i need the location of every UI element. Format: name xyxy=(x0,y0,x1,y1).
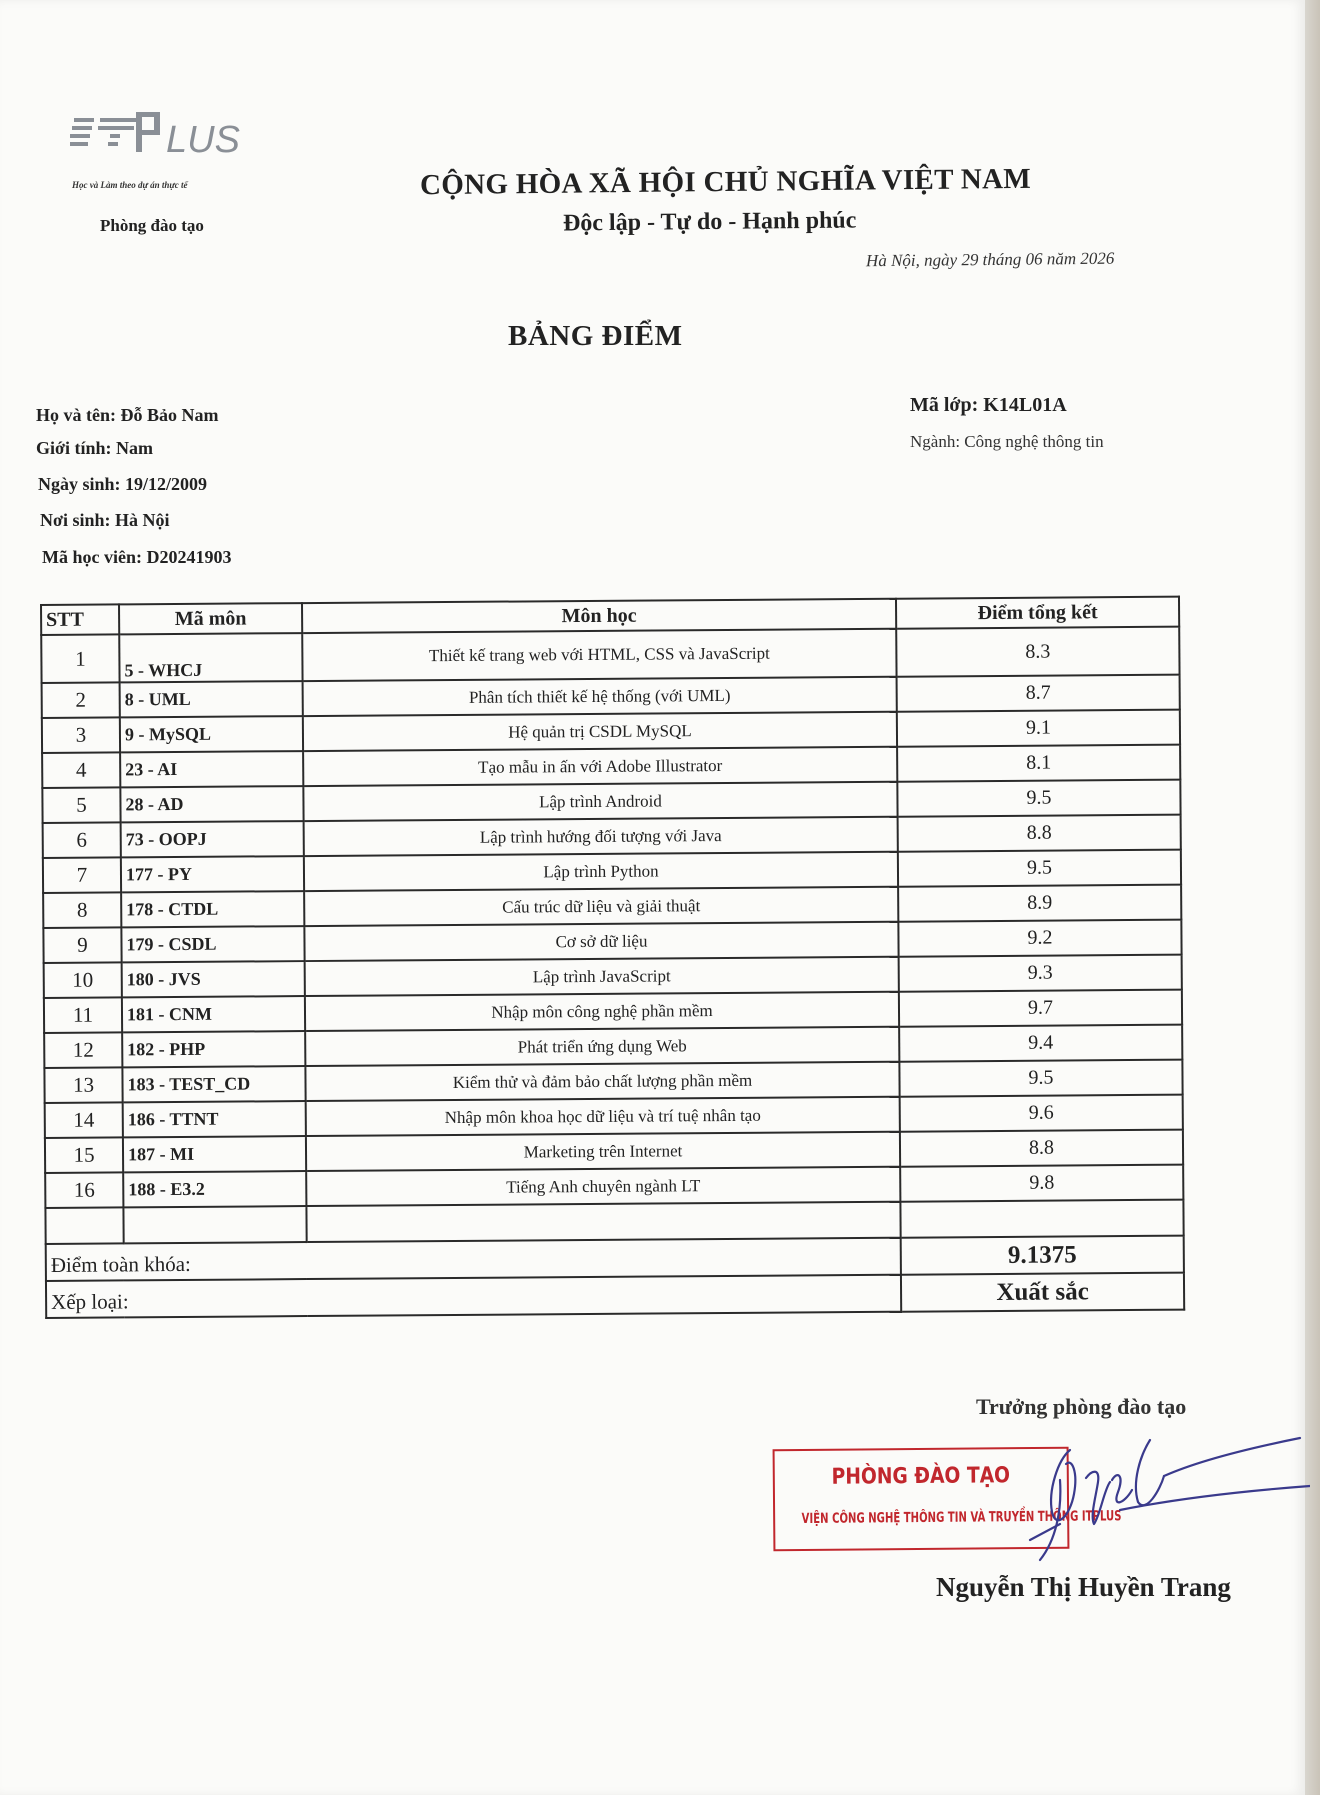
major-line xyxy=(910,432,1104,452)
student-dob-line xyxy=(38,474,207,495)
document-title: BẢNG ĐIỂM xyxy=(508,320,683,352)
class-code: K14L01A xyxy=(983,394,1067,416)
row-score: 9.6 xyxy=(900,1095,1183,1132)
stamp-line-1: PHÒNG ĐÀO TẠO xyxy=(831,1463,1011,1490)
row-subject: Phân tích thiết kế hệ thống (với UML) xyxy=(303,677,897,716)
row-code: 180 - JVS xyxy=(122,961,305,997)
student-id-line xyxy=(42,547,231,568)
table-row xyxy=(41,627,1179,683)
row-score: 8.8 xyxy=(898,815,1181,852)
row-stt: 10 xyxy=(44,962,122,998)
row-stt: 16 xyxy=(45,1172,123,1208)
row-subject: Thiết kế trang web với HTML, CSS và JavaScript xyxy=(302,629,896,681)
header-code: Mã môn xyxy=(119,603,302,634)
row-subject: Phát triển ứng dụng Web xyxy=(305,1027,899,1066)
row-subject: Cấu trúc dữ liệu và giải thuật xyxy=(304,887,898,926)
student-id: D20241903 xyxy=(146,547,232,567)
row-score: 9.1 xyxy=(897,710,1180,747)
row-score: 8.9 xyxy=(898,885,1181,922)
student-name-line xyxy=(36,405,219,426)
row-score: 9.2 xyxy=(898,920,1181,957)
row-stt: 5 xyxy=(42,787,120,823)
row-stt: 2 xyxy=(42,682,120,718)
signer-name: Nguyễn Thị Huyền Trang xyxy=(936,1572,1231,1602)
signature-title: Trưởng phòng đào tạo xyxy=(976,1394,1187,1419)
row-subject: Lập trình Python xyxy=(304,852,898,891)
grades-table-wrap xyxy=(40,596,1183,1319)
row-score: 9.5 xyxy=(897,780,1180,817)
row-code: 187 - MI xyxy=(123,1136,306,1172)
row-code: 182 - PHP xyxy=(122,1031,305,1067)
row-score: 9.3 xyxy=(899,955,1182,992)
row-score: 8.7 xyxy=(897,675,1180,712)
row-subject: Marketing trên Internet xyxy=(306,1132,900,1171)
grades-body xyxy=(41,627,1183,1208)
student-birthplace-line xyxy=(40,510,170,531)
row-stt: 7 xyxy=(43,857,121,893)
header-stt: STT xyxy=(41,604,119,635)
row-stt: 4 xyxy=(42,752,120,788)
header-score: Điểm tổng kết xyxy=(896,597,1179,629)
row-score: 9.5 xyxy=(899,1060,1182,1097)
row-code: 8 - UML xyxy=(120,681,303,717)
gender-value: Nam xyxy=(115,438,153,458)
logo-slogan: Học và Làm theo dự án thực tế xyxy=(72,180,188,190)
row-stt: 14 xyxy=(45,1102,123,1138)
row-subject: Lập trình Android xyxy=(303,782,897,821)
birthplace-value: Hà Nội xyxy=(115,510,170,530)
rank-label: Xếp loại: xyxy=(46,1275,901,1318)
student-gender-line xyxy=(36,438,153,459)
rank-row xyxy=(46,1273,1184,1318)
student-name: Đỗ Bảo Nam xyxy=(120,405,219,425)
row-score: 8.1 xyxy=(897,745,1180,782)
row-stt: 12 xyxy=(44,1032,122,1068)
stamp-line-2: VIỆN CÔNG NGHỆ THÔNG TIN VÀ TRUYỀN THÔNG ITPLUS xyxy=(801,1508,1122,1528)
row-subject: Hệ quản trị CSDL MySQL xyxy=(303,712,897,751)
row-stt: 15 xyxy=(45,1137,123,1173)
handwritten-signature xyxy=(1000,1420,1310,1570)
row-code: 179 - CSDL xyxy=(121,926,304,962)
row-stt: 1 xyxy=(41,634,119,683)
birthplace-label: Nơi sinh: xyxy=(40,510,111,530)
grades-table xyxy=(40,596,1185,1319)
student-name-label: Họ và tên: xyxy=(36,405,116,425)
major-label: Ngành: xyxy=(910,432,961,451)
row-code: 188 - E3.2 xyxy=(123,1171,306,1207)
overall-label: Điểm toàn khóa: xyxy=(46,1238,901,1281)
row-score: 9.7 xyxy=(899,990,1182,1027)
svg-text:LUS: LUS xyxy=(166,119,240,161)
row-score: 8.3 xyxy=(896,627,1179,677)
dob-value: 19/12/2009 xyxy=(125,474,208,494)
header-subject: Môn học xyxy=(302,599,896,633)
class-label: Mã lớp: xyxy=(910,394,979,416)
class-code-line xyxy=(910,394,1067,417)
row-subject: Nhập môn công nghệ phần mềm xyxy=(305,992,899,1031)
row-subject: Cơ sở dữ liệu xyxy=(304,922,898,961)
nation-heading: CỘNG HÒA XÃ HỘI CHỦ NGHĨA VIỆT NAM xyxy=(419,162,1032,202)
row-code: 181 - CNM xyxy=(122,996,305,1032)
row-code: 183 - TEST_CD xyxy=(122,1066,305,1102)
row-code: 23 - AI xyxy=(120,751,303,787)
row-stt: 8 xyxy=(43,892,121,928)
row-score: 9.4 xyxy=(899,1025,1182,1062)
gender-label: Giới tính: xyxy=(36,438,112,458)
row-code: 73 - OOPJ xyxy=(121,821,304,857)
row-code: 28 - AD xyxy=(120,786,303,822)
row-stt: 3 xyxy=(42,717,120,753)
row-subject: Tiếng Anh chuyên ngành LT xyxy=(306,1167,900,1206)
student-id-label: Mã học viên: xyxy=(42,547,142,567)
rank-value: Xuất sắc xyxy=(901,1273,1184,1312)
row-code: 177 - PY xyxy=(121,856,304,892)
itplus-logo xyxy=(70,108,260,168)
row-score: 8.8 xyxy=(900,1130,1183,1167)
row-score: 9.5 xyxy=(898,850,1181,887)
row-code: 178 - CTDL xyxy=(121,891,304,927)
place-date: Hà Nội, ngày 29 tháng 06 năm 2026 xyxy=(865,248,1115,271)
row-stt: 11 xyxy=(44,997,122,1033)
row-code: 9 - MySQL xyxy=(120,716,303,752)
department-name: Phòng đào tạo xyxy=(100,216,204,235)
overall-value: 9.1375 xyxy=(901,1236,1184,1275)
row-stt: 9 xyxy=(43,927,121,963)
row-code: 5 - WHCJ xyxy=(119,633,302,682)
row-score: 9.8 xyxy=(900,1165,1183,1202)
row-subject: Kiểm thử và đảm bảo chất lượng phần mềm xyxy=(305,1062,899,1101)
row-stt: 13 xyxy=(44,1067,122,1103)
row-subject: Tạo mẫu in ấn với Adobe Illustrator xyxy=(303,747,897,786)
row-subject: Lập trình hướng đối tượng với Java xyxy=(304,817,898,856)
major-value: Công nghệ thông tin xyxy=(964,432,1104,451)
row-code: 186 - TTNT xyxy=(123,1101,306,1137)
dob-label: Ngày sinh: xyxy=(38,474,121,494)
row-stt: 6 xyxy=(43,822,121,858)
motto: Độc lập - Tự do - Hạnh phúc xyxy=(562,207,857,237)
row-subject: Lập trình JavaScript xyxy=(305,957,899,996)
row-subject: Nhập môn khoa học dữ liệu và trí tuệ nhân tạo xyxy=(306,1097,900,1136)
